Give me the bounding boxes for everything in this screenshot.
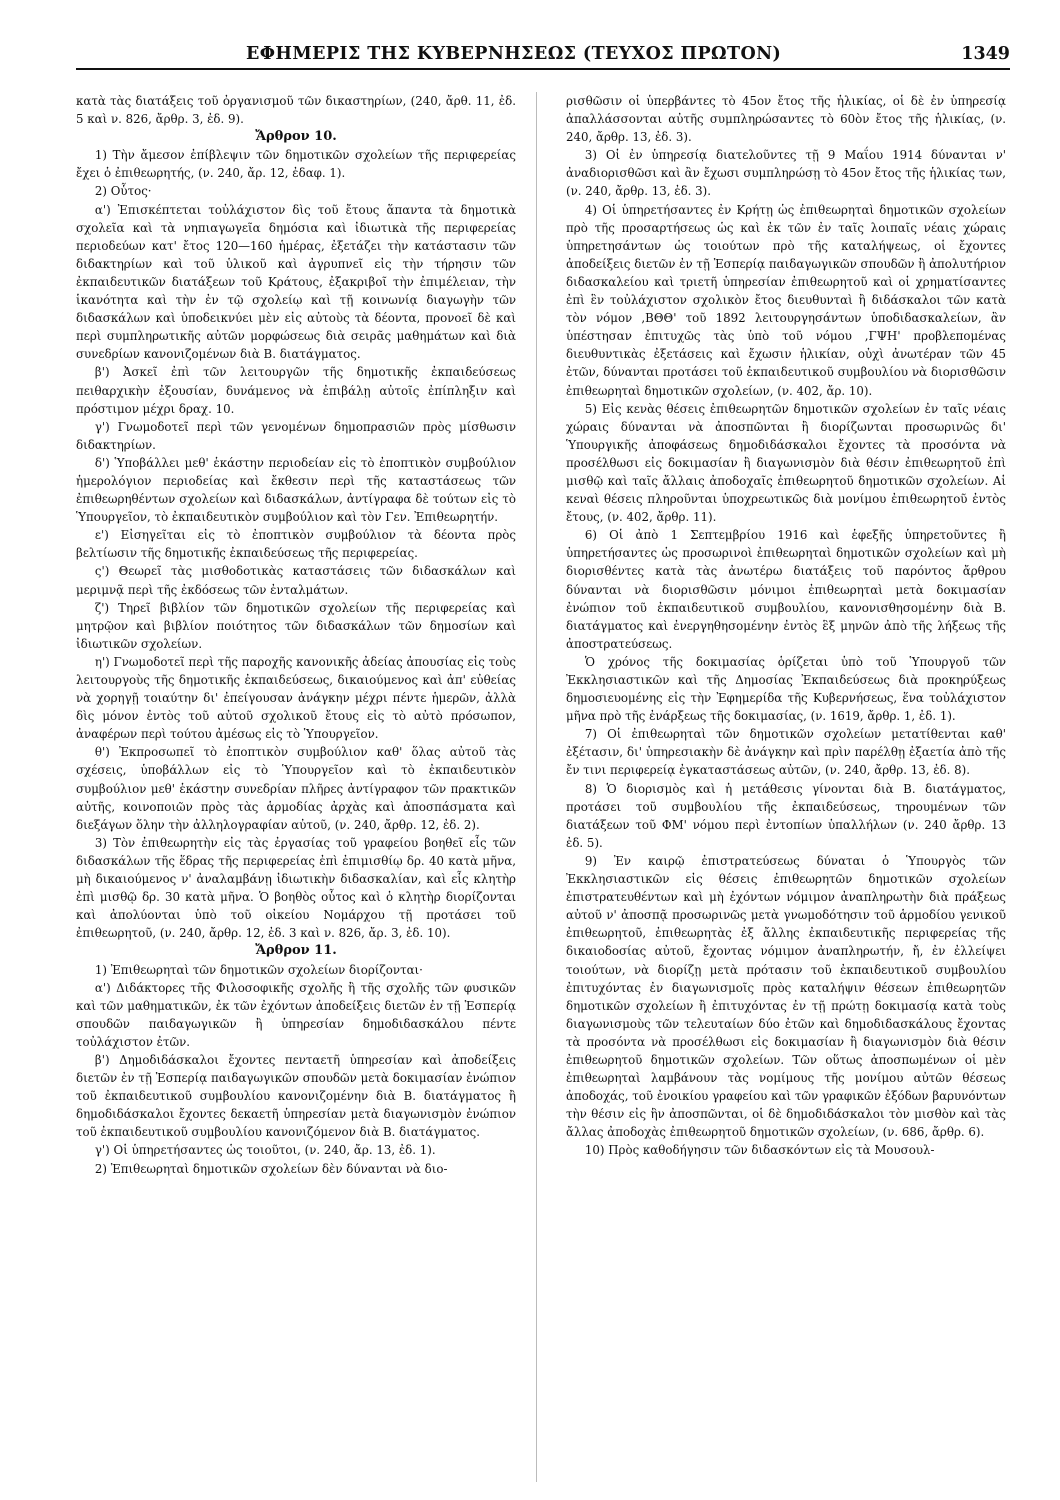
right-column: [566, 92, 1006, 1482]
paragraph: 7) Οἱ ἐπιθεωρηταὶ τῶν δημοτικῶν σχολείων μετατίθενται καθ' ἐξέτασιν, δι' ὑπηρεσιακὴν δὲ ἀνάγκην καὶ πρὶν παρέλθῃ ἐξαετία ἀπὸ τῆς ἔν τινι περιφερείᾳ ἐγκαταστάσεως αὐτῶν, (ν. 240, ἄρθρ. 13, ἐδ. 8).: [566, 727, 1006, 778]
header-rule: [76, 68, 1010, 70]
paragraph: 1) Τὴν ἄμεσον ἐπίβλεψιν τῶν δημοτικῶν σχολείων τῆς περιφερείας ἔχει ὁ ἐπιθεωρητής, (ν. 240, ἄρ. 12, ἐδαφ. 1).: [76, 148, 516, 181]
page-header: [76, 40, 1010, 70]
paragraph: α') Ἐπισκέπτεται τοὐλάχιστον δὶς τοῦ ἔτους ἅπαντα τὰ δημοτικὰ σχολεῖα καὶ τὰ νηπιαγωγεῖα δημόσια καὶ ἰδιωτικὰ τῆς περιφερείας περιοδεύων κατ' ἔτος 120—160 ἡμέρας, ἐξετάζει τὴν κατάστασιν τῶν διδακτηρίων καὶ τοῦ ὑλικοῦ καὶ ἀγρυπνεῖ εἰς τὴν τήρησιν τῶν ἐκπαιδευτικῶν διατάξεων τοῦ Κράτους, ἐξακριβοῖ τὴν ἐπιμέλειαν, τὴν ἱκανότητα καὶ τὴν ἐν τῷ σχολείῳ καὶ τῇ κοινωνίᾳ διαγωγὴν τῶν διδασκάλων καὶ ὑποδεικνύει μὲν εἰς αὐτοὺς τὰ δέοντα, προνοεῖ δὲ καὶ περὶ συμπληρωτικῆς αὐτῶν μορφώσεως διὰ σειρᾶς μαθημάτων καὶ διὰ συνεδρίων κανονιζομένων διὰ Β. διατάγματος.: [76, 202, 516, 362]
article-heading-10: Ἄρθρον 10.: [255, 129, 337, 145]
paragraph: Ὁ χρόνος τῆς δοκιμασίας ὁρίζεται ὑπὸ τοῦ Ὑπουργοῦ τῶν Ἐκκλησιαστικῶν καὶ τῆς Δημοσίας Ἐκπαιδεύσεως διὰ προκηρύξεως δημοσιευομένης εἰς τὴν Ἐφημερίδα τῆς Κυβερνήσεως, ἕνα τοὐλάχιστον μῆνα πρὸ τῆς ἐνάρξεως τῆς δοκιμασίας, (ν. 1619, ἄρθρ. 1, ἐδ. 1).: [566, 654, 1006, 724]
paragraph: α') Διδάκτορες τῆς Φιλοσοφικῆς σχολῆς ἢ τῆς σχολῆς τῶν φυσικῶν καὶ τῶν μαθηματικῶν, ἐκ τῶν ἐχόντων ἀποδείξεις διετῶν ἐν τῇ Ἑσπερίᾳ σπουδῶν παιδαγωγικῶν ἢ ὑπηρεσίαν δημοδιδασκάλου πέντε τοὐλάχιστον ἐτῶν.: [76, 980, 516, 1049]
paragraph: γ') Γνωμοδοτεῖ περὶ τῶν γενομένων δημοπρασιῶν πρὸς μίσθωσιν διδακτηρίων.: [76, 419, 516, 452]
paragraph: δ') Ὑποβάλλει μεθ' ἑκάστην περιοδείαν εἰς τὸ ἐποπτικὸν συμβούλιον ἡμερολόγιον περιοδείας καὶ ἔκθεσιν περὶ τῆς καταστάσεως τῶν ἐπιθεωρηθέντων σχολείων καὶ διδασκάλων, ἀντίγραφα δὲ τούτων εἰς τὸ Ὑπουργεῖον, τὸ ἐκπαιδευτικὸν συμβούλιον καὶ τὸν Γεν. Ἐπιθεωρητήν.: [76, 455, 516, 525]
paragraph: 5) Εἰς κενὰς θέσεις ἐπιθεωρητῶν δημοτικῶν σχολείων ἐν ταῖς νέαις χώραις δύνανται νὰ ἀποσπῶνται ἢ διορίζωνται προσωρινῶς δι' Ὑπουργικῆς ἀποφάσεως δημοδιδάσκαλοι ἔχοντες τὰ προσόντα νὰ προσέλθωσι εἰς δοκιμασίαν ἢ διαγωνισμὸν διὰ θέσιν ἐπιθεωρητοῦ ἐπὶ μισθῷ καὶ ταῖς ἄλλαις ἀποδοχαῖς ἐπιθεωρητοῦ δημοτικῶν σχολείων. Αἱ κεναὶ θέσεις πληροῦνται ὑποχρεωτικῶς διὰ μονίμου ἐπιθεωρητοῦ ἐντὸς ἔτους, (ν. 402, ἄρθρ. 11).: [566, 401, 1006, 525]
paragraph: 3) Τὸν ἐπιθεωρητὴν εἰς τὰς ἐργασίας τοῦ γραφείου βοηθεῖ εἷς τῶν διδασκάλων τῆς ἕδρας τῆς περιφερείας ἐπὶ ἐπιμισθίῳ δρ. 40 κατὰ μῆνα, μὴ δικαιούμενος ν' ἀναλαμβάνῃ ἰδιωτικὴν διδασκαλίαν, καὶ εἷς κλητὴρ ἐπὶ μισθῷ δρ. 30 κατὰ μῆνα. Ὁ βοηθὸς οὗτος καὶ ὁ κλητὴρ διορίζονται καὶ ἀπολύονται ὑπὸ τοῦ οἰκείου Νομάρχου τῇ προτάσει τοῦ ἐπιθεωρητοῦ, (ν. 240, ἄρθρ. 12, ἐδ. 3 καὶ ν. 826, ἄρ. 3, ἐδ. 10).: [76, 835, 516, 941]
paragraph: β') Ἀσκεῖ ἐπὶ τῶν λειτουργῶν τῆς δημοτικῆς ἐκπαιδεύσεως πειθαρχικὴν ἐξουσίαν, δυνάμενος νὰ ἐπιβάλῃ αὐτοῖς ἐπίπληξιν καὶ πρόστιμον μέχρι δραχ. 10.: [76, 365, 516, 416]
paragraph: ε') Εἰσηγεῖται εἰς τὸ ἐποπτικὸν συμβούλιον τὰ δέοντα πρὸς βελτίωσιν τῆς δημοτικῆς ἐκπαιδεύσεως τῆς περιφερείας.: [76, 528, 516, 561]
gazette-title: ΕΦΗΜΕΡΙΣ ΤΗΣ ΚΥΒΕΡΝΗΣΕΩΣ (ΤΕΥΧΟΣ ΠΡΩΤΟΝ): [246, 44, 782, 64]
paragraph: 8) Ὁ διορισμὸς καὶ ἡ μετάθεσις γίνονται διὰ Β. διατάγματος, προτάσει τοῦ συμβουλίου τῆς ἐκπαιδεύσεως, τηρουμένων τῶν διατάξεων τοῦ ΦΜ' νόμου περὶ ἐντοπίων ὑπαλλήλων (ν. 240 ἄρθρ. 13 ἐδ. 5).: [566, 781, 1006, 850]
paragraph: 2) Ἐπιθεωρηταὶ δημοτικῶν σχολείων δὲν δύνανται νὰ διο-: [94, 1161, 448, 1176]
paragraph: ρισθῶσιν οἱ ὑπερβάντες τὸ 45ον ἔτος τῆς ἡλικίας, οἱ δὲ ἐν ὑπηρεσίᾳ ἀπαλλάσσονται αὐτῆς συμπληρώσαντες τὸ 60ὸν ἔτος τῆς ἡλικίας, (ν. 240, ἄρθρ. 13, ἐδ. 3).: [566, 94, 1006, 145]
paragraph: 3) Οἱ ἐν ὑπηρεσίᾳ διατελοῦντες τῇ 9 Μαΐου 1914 δύνανται ν' ἀναδιορισθῶσι καὶ ἂν ἔχωσι συμπληρώσῃ τὸ 45ον ἔτος τῆς ἡλικίας των, (ν. 240, ἄρθρ. 13, ἐδ. 3).: [566, 148, 1006, 199]
paragraph: 4) Οἱ ὑπηρετήσαντες ἐν Κρήτῃ ὡς ἐπιθεωρηταὶ δημοτικῶν σχολείων πρὸ τῆς προσαρτήσεως ὡς καὶ ἐκ τῶν ἐν ταῖς λοιπαῖς νέαις χώραις ὑπηρετησάντων ὡς τοιούτων πρὸ τῆς καταλήψεως, οἱ ἔχοντες ἀποδείξεις διετῶν ἐν τῇ Ἑσπερίᾳ παιδαγωγικῶν σπουδῶν ἢ ἀπολυτήριον διδασκαλείου καὶ τριετῆ ὑπηρεσίαν ἐπιθεωρητοῦ καὶ οἱ χρηματίσαντες ἐπὶ ἓν τοὐλάχιστον σχολικὸν ἔτος διευθυνταὶ ἢ διδάσκαλοι τῶν κατὰ τὸν νόμον ,ΒΘΘ' τοῦ 1892 λειτουργησάντων ὑποδιδασκαλείων, ἂν ὑπέστησαν ἐπιτυχῶς τὰς ὑπὸ τοῦ νόμου ,ΓΨΗ' προβλεπομένας διευθυντικὰς ἐξετάσεις καὶ ἔχωσιν ἡλικίαν, οὐχὶ ἀνωτέραν τῶν 45 ἐτῶν, δύνανται προτάσει τοῦ ἐκπαιδευτικοῦ συμβουλίου νὰ διορισθῶσιν ἐπιθεωρηταὶ δημοτικῶν σχολείων, (ν. 402, ἄρ. 10).: [566, 202, 1006, 398]
paragraph: 10) Πρὸς καθοδήγησιν τῶν διδασκόντων εἰς τὰ Μουσουλ-: [584, 1143, 935, 1158]
paragraph: β') Δημοδιδάσκαλοι ἔχοντες πενταετῆ ὑπηρεσίαν καὶ ἀποδείξεις διετῶν ἐν τῇ Ἑσπερίᾳ παιδαγωγικῶν σπουδῶν μετὰ δοκιμασίαν ἐνώπιον τοῦ ἐκπαιδευτικοῦ συμβουλίου κανονιζομένην διὰ Β. διατάγματος ἢ δημοδιδάσκαλοι ἔχοντες δεκαετῆ ὑπηρεσίαν μετὰ διαγωνισμὸν ἐνώπιον τοῦ ἐκπαιδευτικοῦ συμβουλίου κανονιζόμενον διὰ Β. διατάγματος.: [76, 1052, 516, 1140]
page-number: 1349: [961, 44, 1010, 64]
paragraph: ζ') Τηρεῖ βιβλίον τῶν δημοτικῶν σχολείων τῆς περιφερείας καὶ μητρῷον καὶ βιβλίον ποιότητος τῶν διδασκάλων τῶν δημοσίων καὶ ἰδιωτικῶν σχολείων.: [76, 600, 516, 651]
paragraph: 1) Ἐπιθεωρηταὶ τῶν δημοτικῶν σχολείων διορίζονται·: [94, 962, 423, 977]
paragraph: 9) Ἐν καιρῷ ἐπιστρατεύσεως δύναται ὁ Ὑπουργὸς τῶν Ἐκκλησιαστικῶν εἰς θέσεις ἐπιθεωρητῶν δημοτικῶν σχολείων ἐπιστρατευθέντων καὶ μὴ ἐχόντων νόμιμον ἀναπληρωτὴν διὰ πράξεως αὐτοῦ ν' ἀποσπᾷ προσωρινῶς μετὰ γνωμοδότησιν τοῦ ἁρμοδίου γενικοῦ ἐπιθεωρητοῦ, ἐπιθεωρητὰς ἐξ ἄλλης ἐκπαιδευτικῆς περιφερείας τῆς δικαιοδοσίας αὐτοῦ, ἔχοντας νόμιμον ἀναπληρωτήν, ἤ, ἐν ἐλλείψει τοιούτων, νὰ διορίζῃ μετὰ πρότασιν τοῦ ἐκπαιδευτικοῦ συμβουλίου ἐπιτυχόντας ἐν διαγωνισμοῖς πρὸς καταλήψιν θέσεων ἐπιθεωρητῶν δημοτικῶν σχολείων ἢ ἐπιτυχόντας ἐν τῇ πρώτῃ δοκιμασίᾳ κατὰ τοὺς διαγωνισμοὺς τῶν τελευταίων δύο ἐτῶν καὶ δημοδιδασκάλους ἔχοντας τὰ προσόντα νὰ προσέλθωσι εἰς δοκιμασίαν ἢ διαγωνισμὸν διὰ θέσιν ἐπιθεωρητοῦ δημοτικῶν σχολείων. Τῶν οὕτως ἀποσπωμένων οἱ μὲν ἐπιθεωρηταὶ λαμβάνουν τὰς νομίμους τῆς μονίμου αὐτῶν θέσεως ἀποδοχάς, τοῦ ἐνοικίου γραφείου καὶ τῶν γραφικῶν ἐξόδων βαρυνόντων τὴν θέσιν εἰς ἣν ἀποσπῶνται, οἱ δὲ δημοδιδάσκαλοι τὸν μισθὸν καὶ τὰς ἄλλας ἀποδοχὰς ἐπιθεωρητοῦ δημοτικῶν σχολείων, (ν. 686, ἄρθρ. 6).: [566, 853, 1006, 1140]
paragraph: κατὰ τὰς διατάξεις τοῦ ὀργανισμοῦ τῶν δικαστηρίων, (240, ἄρθ. 11, ἐδ. 5 καὶ ν. 826, ἄρθρ. 3, ἐδ. 9).: [76, 94, 516, 127]
article-heading-11: Ἄρθρον 11.: [255, 943, 337, 959]
paragraph: 6) Οἱ ἀπὸ 1 Σεπτεμβρίου 1916 καὶ ἑφεξῆς ὑπηρετοῦντες ἢ ὑπηρετήσαντες ὡς προσωρινοὶ ἐπιθεωρηταὶ δημοτικῶν σχολείων καὶ μὴ διορισθέντες κατὰ τὰς ἀνωτέρω διατάξεις τοῦ παρόντος ἄρθρου δύνανται νὰ διορισθῶσιν μόνιμοι ἐπιθεωρηταὶ μετὰ δοκιμασίαν ἐνώπιον τοῦ ἐκπαιδευτικοῦ συμβουλίου, κανονισθησομένην διὰ Β. διατάγματος καὶ ἐνεργηθησομένην ἐντὸς ἓξ μηνῶν ἀπὸ τῆς λήξεως τῆς ἀποστρατεύσεως.: [566, 528, 1006, 651]
left-column: [76, 92, 516, 1482]
paragraph: γ') Οἱ ὑπηρετήσαντες ὡς τοιοῦτοι, (ν. 240, ἄρ. 13, ἐδ. 1).: [94, 1143, 436, 1158]
paragraph: 2) Οὗτος·: [94, 184, 152, 199]
paragraph: θ') Ἐκπροσωπεῖ τὸ ἐποπτικὸν συμβούλιον καθ' ὅλας αὐτοῦ τὰς σχέσεις, ὑποβάλλων εἰς τὸ Ὑπουργεῖον καὶ τὸ ἐκπαιδευτικὸν συμβούλιον μεθ' ἑκάστην συνεδρίαν πλῆρες ἀντίγραφον τῶν πρακτικῶν αὐτῆς, κοινοποιῶν πρὸς τὰς ἁρμοδίας ἀρχὰς καὶ ἀποσπάσματα καὶ διεξάγων ὅλην τὴν ἀλληλογραφίαν αὐτοῦ, (ν. 240, ἄρθρ. 12, ἐδ. 2).: [76, 745, 516, 832]
column-divider: [536, 92, 537, 1482]
paragraph: η') Γνωμοδοτεῖ περὶ τῆς παροχῆς κανονικῆς ἀδείας ἀπουσίας εἰς τοὺς λειτουργοὺς τῆς δημοτικῆς ἐκπαιδεύσεως, δικαιούμενος καὶ ἀπ' εὐθείας νὰ χορηγῇ τοιαύτην δι' ἐπείγουσαν ἀνάγκην μέχρι πέντε ἡμερῶν, ἀλλὰ δὶς μόνον ἐντὸς τοῦ αὐτοῦ σχολικοῦ ἔτους εἰς τὸ αὐτὸ πρόσωπον, ἀναφέρων περὶ τούτου ἀμέσως εἰς τὸ Ὑπουργεῖον.: [76, 654, 516, 742]
paragraph: ς') Θεωρεῖ τὰς μισθοδοτικὰς καταστάσεις τῶν διδασκάλων καὶ μεριμνᾷ περὶ τῆς ἐκδόσεως τῶν ἐνταλμάτων.: [76, 564, 516, 597]
